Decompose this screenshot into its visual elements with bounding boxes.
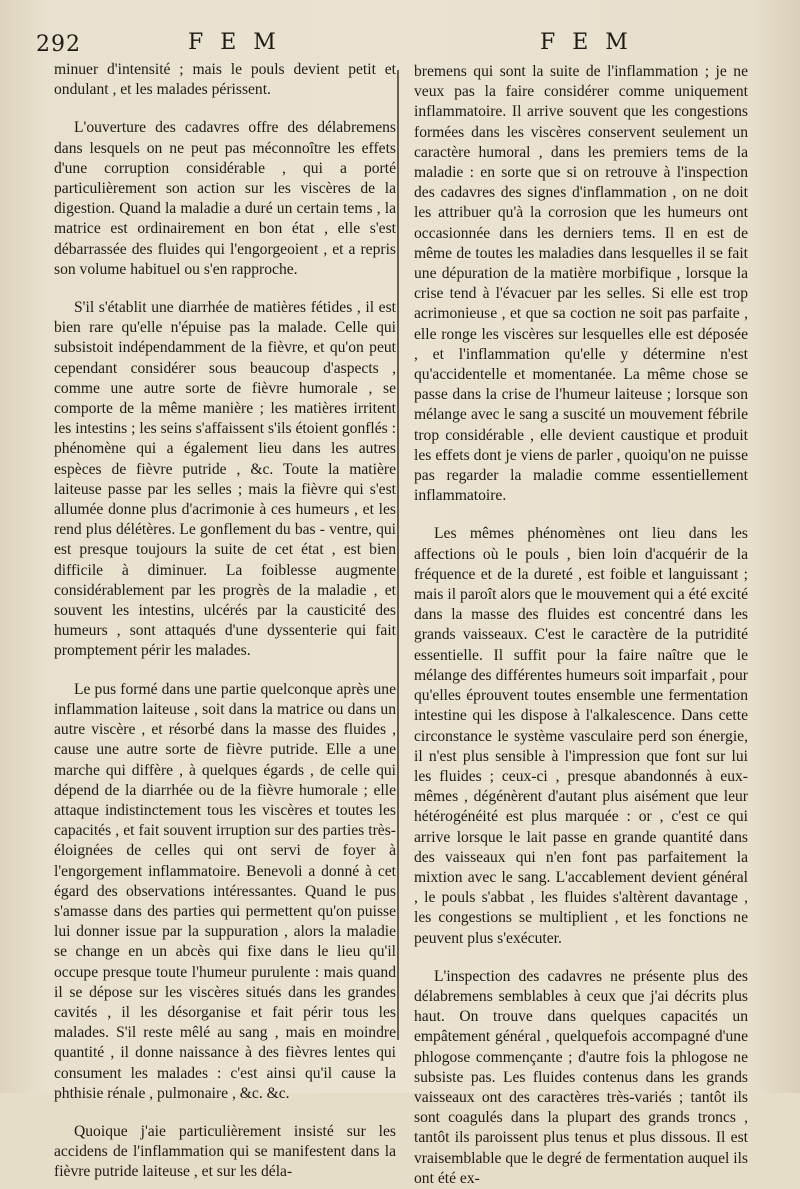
running-head-right: F E M xyxy=(540,30,633,55)
right-column xyxy=(414,58,748,1189)
left-column xyxy=(54,58,396,1183)
paragraph: S'il s'établit une diarrhée de matières fétides , il est bien rare qu'elle n'épuise pas la malade. Celle qui subsistoit indépendamment de la fièvre, et qu'on peut cependant considérer sous beaucoup d'aspects , comme une autre sorte de fièvre humorale , se comporte de la même manière ; les matières irritent les intestins ; les seins s'affaissent s'ils étoient gonflés : phénomène qui a également lieu dans les autres espèces de fièvre putride , &c. Toute la matière laiteuse passe par les selles ; mais la fièvre qui s'est allumée donne plus d'acrimonie à ces humeurs , et les rend plus délétères. Le gonflement du bas - ventre, qui est presque toujours la suite de cet état , est bien difficile à diminuer. La foiblesse augmente considérablement par les progrès de la maladie , et souvent les intestins, ulcérés par la causticité des humeurs , sont attaqués d'une dyssenterie qui fait promptement périr les malades. xyxy=(54,299,396,660)
paragraph: L'inspection des cadavres ne présente plus des délabremens semblables à ceux que j'ai décrits plus haut. On trouve dans quelques capacités un empâtement général , quelquefois accompagné d'une phlogose commençante ; d'autre fois la phlogose ne subsiste pas. Les fluides contenus dans les grands vaisseaux ont des caractères très-variés ; tantôt ils sont coagulés dans la plupart des grands troncs , tantôt ils paroissent plus tenus et plus dissous. Il est vraisemblable que le degré de fermentation auquel ils ont été ex- xyxy=(414,967,748,1187)
page-header xyxy=(0,28,800,58)
paragraph: Quoique j'aie particulièrement insisté sur les accidens de l'inflammation qui se manifestent dans la fièvre putride laiteuse , et sur les déla- xyxy=(54,1122,396,1181)
running-head-left: F E M xyxy=(188,30,281,55)
page-number: 292 xyxy=(36,32,81,57)
paragraph: bremens qui sont la suite de l'inflammation ; je ne veux pas la faire considérer comme uniquement inflammatoire. Il arrive souvent que les congestions formées dans les viscères conservent seulement un caractère humoral , dans les premiers tems de la maladie : en sorte que si on retrouve à l'inspection des cadavres des signes d'inflammation , on ne doit les attribuer qu'à la corrosion que les humeurs ont occasionnée dans les derniers tems. Il en est de même de toutes les maladies dans lesquelles il se fait une dépuration de la matière morbifique , lorsque la crise tend à l'évacuer par les selles. Si elle est trop acrimonieuse , et que sa coction ne soit pas parfaite , elle ronge les viscères sur lesquelles elle est déposée , et l'inflammation qu'elle y détermine n'est qu'accidentelle et momentanée. La même chose se passe dans la crise de l'humeur laiteuse ; lorsque son mélange avec le sang a suscité un mouvement fébrile trop considérable , elle devient caustique et produit les effets dont je viens de parler , quoiqu'on ne puisse pas regarder la maladie comme essentiellement inflammatoire. xyxy=(414,63,748,505)
paragraph: Le pus formé dans une partie quelconque après une inflammation laiteuse , soit dans la matrice ou dans un autre viscère , et résorbé dans la masse des fluides , cause une autre sorte de fièvre putride. Elle a une marche qui diffère , à quelques égards , de celle qui dépend de la diarrhée ou de la fièvre humorale ; elle attaque indistinctement tous les viscères et toutes les capacités , et fait souvent irruption sur des parties très-éloignées de celles qui ont servi de foyer à l'engorgement inflammatoire. Benevoli a donné à cet égard des observations intéressantes. Quand le pus s'amasse dans des parties qui permettent qu'on puisse lui donner issue par la suppuration , alors la maladie se change en un abcès qui fixe dans le lieu qu'il occupe presque toute l'humeur purulente : mais quand il se dépose sur les viscères situés dans les grandes cavités , il les désorganise et fait périr tous les malades. S'il reste mêlé au sang , mais en moindre quantité , il donne naissance à des fièvres lentes qui consument les malades : c'est ainsi qu'il cause la phthisie rénale , pulmonaire , &c. &c. xyxy=(54,680,396,1102)
paragraph: L'ouverture des cadavres offre des délabremens dans lesquels on ne peut pas méconnoître les effets d'une corruption considérable , qui a porté particulièrement son action sur les viscères de la digestion. Quand la maladie a duré un certain tems , la matrice est ordinairement en bon état , elle s'est débarrassée des fluides qui l'engorgeoient , et a repris son volume habituel ou s'en rapproche. xyxy=(54,119,396,278)
column-divider xyxy=(397,70,399,1040)
paragraph: Les mêmes phénomènes ont lieu dans les affections où le pouls , bien loin d'acquérir de la fréquence et de la dureté , est foible et languissant ; mais il paroît alors que le mouvement qui a été excité dans la masse des fluides est concentré dans les grands vaisseaux. C'est le caractère de la putridité essentielle. Il suffit pour la faire naître que le mélange des différentes humeurs soit imparfait , pour qu'elles éprouvent toutes ensemble une fermentation intestine qui les dispose à l'alkalescence. Dans cette circonstance le système vasculaire perd son énergie, il n'est plus sensible à l'impression que font sur lui les fluides ; ceux-ci , presque abandonnés à eux-mêmes , dégénèrent d'autant plus aisément que leur hétérogénéité est plus marquée : or , c'est ce qui arrive lorsque le lait passe en grande quantité dans des vaisseaux qui n'en font pas parfaitement la mixtion avec le sang. L'accablement devient général , le pouls s'abbat , les fluides s'altèrent davantage , les congestions se multiplient , et les fonctions ne peuvent plus s'exécuter. xyxy=(414,525,748,947)
paragraph: minuer d'intensité ; mais le pouls devient petit et ondulant , et les malades périssent. xyxy=(54,61,396,99)
